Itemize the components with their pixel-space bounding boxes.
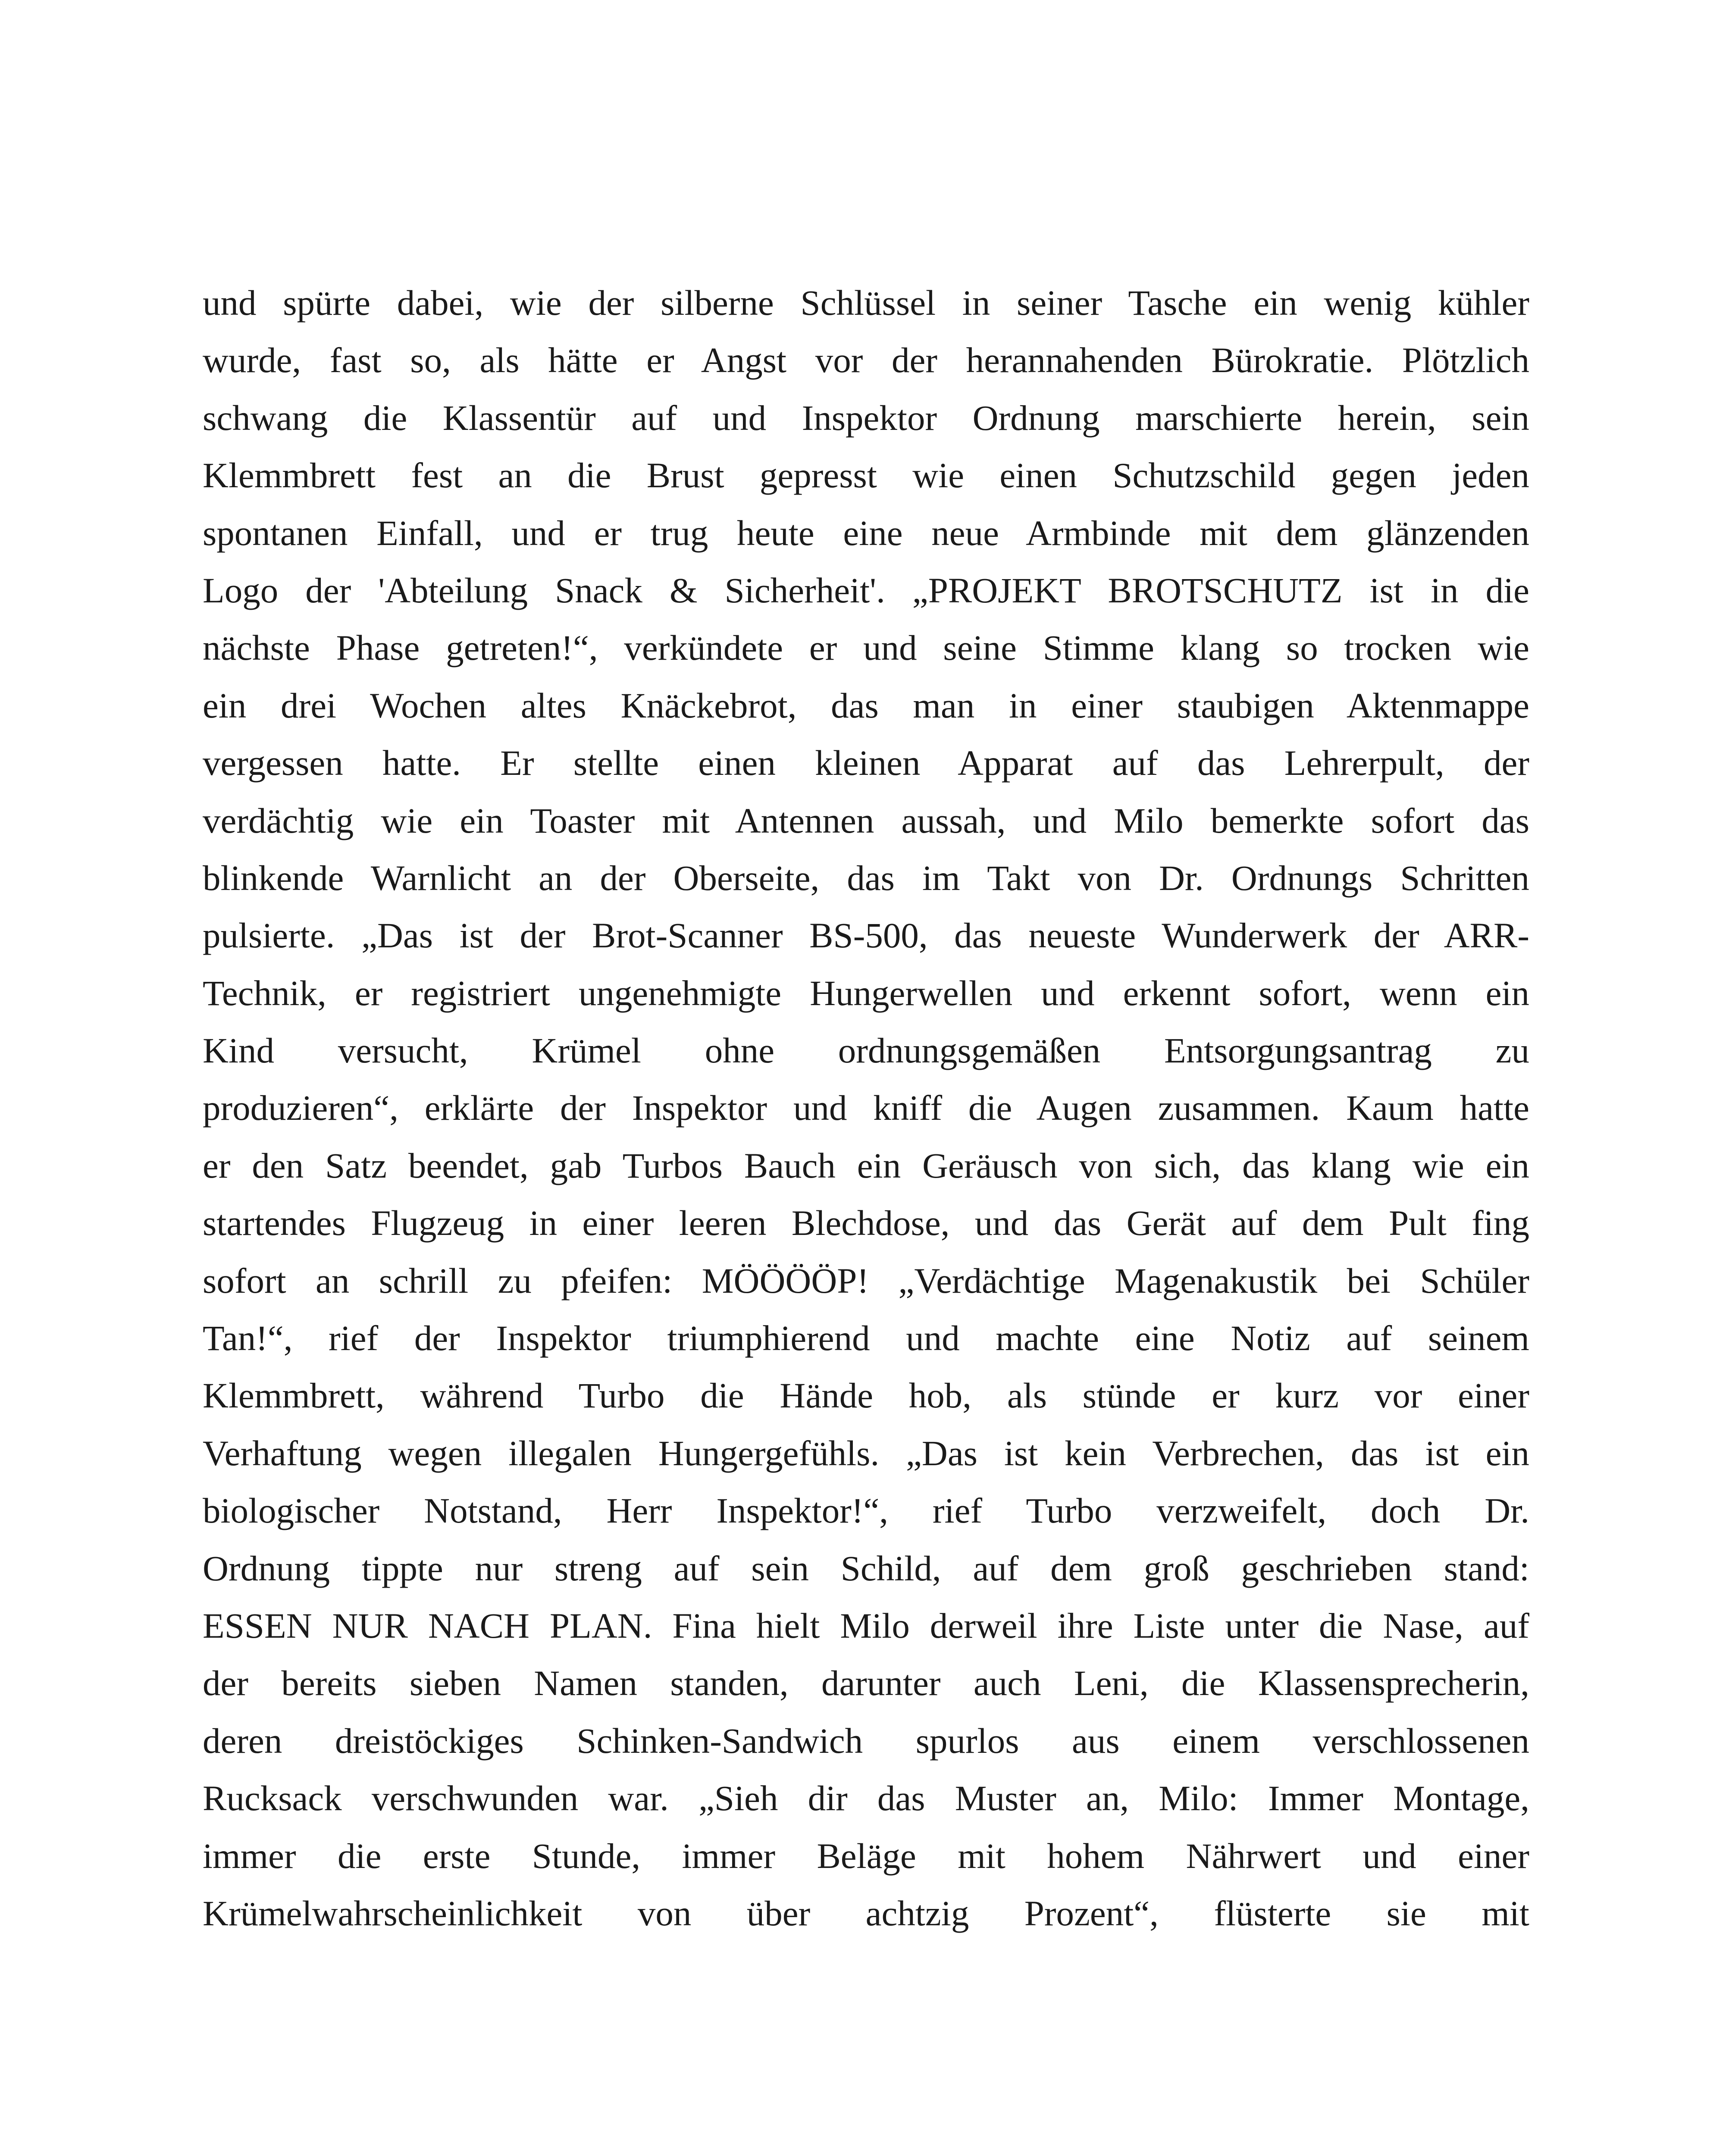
text-line: ESSEN NUR NACH PLAN. Fina hielt Milo derweil ihre Liste unter die Nase, auf	[203, 1605, 1529, 1645]
text-line: Krümelwahrscheinlichkeit von über achtzig Prozent“, flüsterte sie mit	[203, 1893, 1529, 1933]
text-line: und spürte dabei, wie der silberne Schlüssel in seiner Tasche ein wenig kühler	[203, 283, 1529, 323]
text-line: der bereits sieben Namen standen, darunter auch Leni, die Klassensprecherin,	[203, 1663, 1529, 1703]
text-line: Ordnung tippte nur streng auf sein Schild, auf dem groß geschrieben stand:	[203, 1548, 1529, 1588]
text-line: sofort an schrill zu pfeifen: MÖÖÖÖP! „Verdächtige Magenakustik bei Schüler	[203, 1260, 1529, 1300]
text-line: vergessen hatte. Er stellte einen kleinen Apparat auf das Lehrerpult, der	[203, 743, 1529, 783]
body-text	[203, 274, 1529, 1942]
text-line: biologischer Notstand, Herr Inspektor!“, rief Turbo verzweifelt, doch Dr.	[203, 1491, 1529, 1531]
text-line: Kind versucht, Krümel ohne ordnungsgemäßen Entsorgungsantrag zu	[203, 1031, 1529, 1071]
text-line: Tan!“, rief der Inspektor triumphierend und machte eine Notiz auf seinem	[203, 1318, 1529, 1358]
text-line: deren dreistöckiges Schinken-Sandwich spurlos aus einem verschlossenen	[203, 1720, 1529, 1761]
text-line: schwang die Klassentür auf und Inspektor Ordnung marschierte herein, sein	[203, 398, 1529, 438]
text-line: blinkende Warnlicht an der Oberseite, das im Takt von Dr. Ordnungs Schritten	[203, 858, 1529, 898]
text-line: Klemmbrett, während Turbo die Hände hob, als stünde er kurz vor einer	[203, 1376, 1529, 1416]
text-line: er den Satz beendet, gab Turbos Bauch ein Geräusch von sich, das klang wie ein	[203, 1145, 1529, 1185]
text-line: Verhaftung wegen illegalen Hungergefühls. „Das ist kein Verbrechen, das ist ein	[203, 1433, 1529, 1473]
text-line: Logo der 'Abteilung Snack & Sicherheit'. „PROJEKT BROTSCHUTZ ist in die	[203, 570, 1529, 610]
text-line: immer die erste Stunde, immer Beläge mit hohem Nährwert und einer	[203, 1836, 1529, 1876]
text-line: ein drei Wochen altes Knäckebrot, das man in einer staubigen Aktenmappe	[203, 685, 1529, 725]
text-line: nächste Phase getreten!“, verkündete er und seine Stimme klang so trocken wie	[203, 628, 1529, 668]
text-line: produzieren“, erklärte der Inspektor und kniff die Augen zusammen. Kaum hatte	[203, 1088, 1529, 1128]
text-line: startendes Flugzeug in einer leeren Blechdose, und das Gerät auf dem Pult fing	[203, 1203, 1529, 1243]
text-line: pulsierte. „Das ist der Brot-Scanner BS-500, das neueste Wunderwerk der ARR-	[203, 915, 1529, 956]
text-line: Rucksack verschwunden war. „Sieh dir das Muster an, Milo: Immer Montage,	[203, 1778, 1529, 1818]
text-line: spontanen Einfall, und er trug heute eine neue Armbinde mit dem glänzenden	[203, 513, 1529, 553]
text-line: wurde, fast so, als hätte er Angst vor der herannahenden Bürokratie. Plötzlich	[203, 340, 1529, 380]
text-line: Technik, er registriert ungenehmigte Hungerwellen und erkennt sofort, wenn ein	[203, 973, 1529, 1013]
text-line: verdächtig wie ein Toaster mit Antennen aussah, und Milo bemerkte sofort das	[203, 800, 1529, 840]
text-line: Klemmbrett fest an die Brust gepresst wie einen Schutzschild gegen jeden	[203, 455, 1529, 495]
